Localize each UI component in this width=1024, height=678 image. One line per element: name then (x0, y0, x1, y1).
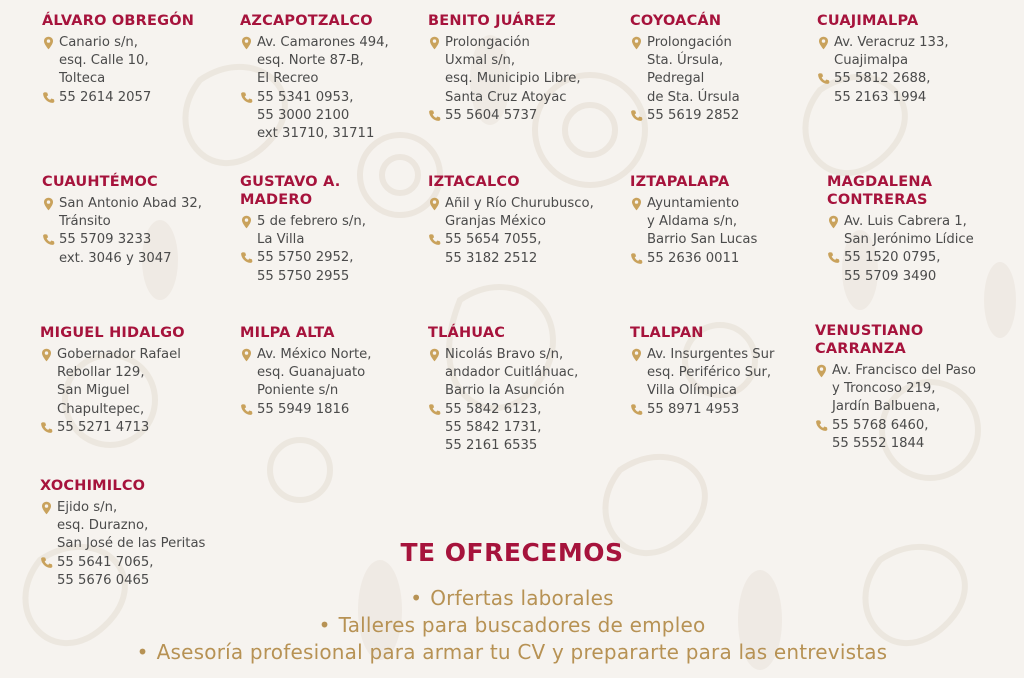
office-address (827, 213, 1007, 249)
office-card (40, 477, 220, 590)
office-card (240, 173, 420, 286)
phone-line: 55 5641 7065, (57, 554, 154, 570)
phone-line: 55 5768 6460, (832, 417, 929, 433)
office-name: CUAJIMALPA (817, 13, 919, 29)
location-pin-icon (240, 36, 253, 50)
phone-icon (630, 403, 643, 417)
address-line: Santa Cruz Atoyac (445, 89, 567, 105)
phone-line: 55 2636 0011 (647, 250, 740, 266)
office-name: MIGUEL HIDALGO (40, 325, 185, 341)
address-line: esq. Municipio Libre, (445, 71, 581, 87)
office-name-line: MADERO (240, 192, 313, 208)
address-line: Ayuntamiento (647, 196, 740, 211)
office-address (630, 34, 810, 107)
address-line: Uxmal s/n, (445, 53, 516, 69)
phone-icon (240, 251, 253, 265)
office-phone (428, 401, 608, 456)
address-line: Prolongación (445, 35, 530, 50)
location-pin-icon (815, 364, 828, 378)
address-line: Rebollar 129, (57, 365, 145, 381)
office-name: IZTAPALAPA (630, 174, 730, 190)
offer-item-label: Talleres para buscadores de empleo (338, 613, 706, 637)
phone-line: 55 3182 2512 (445, 250, 538, 266)
address-line: Prolongación (647, 35, 732, 50)
office-name-line: GUSTAVO A. (240, 174, 341, 190)
phone-line: 55 5949 1816 (257, 401, 350, 417)
office-address (40, 346, 220, 419)
phone-line: 55 5604 5737 (445, 107, 538, 123)
address-line: esq. Durazno, (57, 518, 149, 534)
office-name (240, 173, 420, 209)
office-phone (240, 249, 420, 285)
bullet-icon: • (318, 613, 331, 637)
offer-item-label: Orfertas laborales (430, 586, 614, 610)
office-address (42, 34, 222, 89)
office-name: TLÁHUAC (428, 325, 506, 341)
location-pin-icon (428, 36, 441, 50)
address-line: Sta. Úrsula, (647, 53, 724, 69)
office-phone (428, 231, 608, 267)
office-address (240, 34, 420, 89)
office-card (827, 173, 1007, 286)
phone-icon (827, 251, 840, 265)
phone-icon (815, 419, 828, 433)
office-phone (240, 401, 420, 419)
address-line: esq. Guanajuato (257, 365, 366, 381)
phone-line: 55 5619 2852 (647, 107, 740, 123)
address-line: Av. Insurgentes Sur (647, 347, 775, 362)
address-line: La Villa (257, 232, 305, 248)
phone-line: 55 8971 4953 (647, 401, 740, 417)
location-pin-icon (240, 348, 253, 362)
office-name: COYOACÁN (630, 13, 722, 29)
location-pin-icon (630, 348, 643, 362)
office-card (42, 12, 222, 107)
phone-line: 55 5341 0953, (257, 89, 354, 105)
address-line: Pedregal (647, 71, 705, 87)
office-name: IZTACALCO (428, 174, 520, 190)
address-line: Av. Luis Cabrera 1, (844, 214, 967, 229)
office-card (817, 12, 997, 107)
location-pin-icon (428, 348, 441, 362)
office-address (630, 346, 810, 401)
location-pin-icon (817, 36, 830, 50)
phone-line: ext. 3046 y 3047 (59, 250, 172, 266)
office-name: AZCAPOTZALCO (240, 13, 373, 29)
address-line: Av. Veracruz 133, (834, 35, 949, 50)
phone-line: 55 5709 3233 (59, 232, 152, 248)
office-address (630, 195, 810, 250)
phone-icon (240, 91, 253, 105)
phone-icon (428, 403, 441, 417)
office-phone (827, 249, 1007, 285)
office-name (827, 173, 1007, 209)
bullet-icon: • (136, 640, 149, 664)
address-line: Gobernador Rafael (57, 347, 181, 362)
address-line: esq. Calle 10, (59, 53, 149, 69)
office-card (630, 324, 810, 419)
phone-line: 55 5676 0465 (57, 572, 150, 588)
office-card (42, 173, 222, 268)
phone-icon (40, 421, 53, 435)
office-phone (40, 419, 220, 437)
location-pin-icon (42, 197, 55, 211)
office-name: TLALPAN (630, 325, 704, 341)
office-name: ÁLVARO OBREGÓN (42, 13, 195, 29)
address-line: Barrio San Lucas (647, 232, 758, 248)
phone-line: 55 5552 1844 (832, 435, 925, 451)
bullet-icon: • (410, 586, 423, 610)
phone-icon (42, 91, 55, 105)
address-line: 5 de febrero s/n, (257, 214, 366, 229)
address-line: San José de las Peritas (57, 536, 206, 552)
address-line: Av. Francisco del Paso (832, 363, 976, 378)
office-address (428, 346, 608, 401)
location-pin-icon (240, 215, 253, 229)
address-line: Av. México Norte, (257, 347, 372, 362)
phone-icon (42, 233, 55, 247)
office-name: CUAUHTÉMOC (42, 174, 158, 190)
address-line: Añil y Río Churubusco, (445, 196, 594, 211)
office-name: MILPA ALTA (240, 325, 335, 341)
office-address (42, 195, 222, 231)
office-phone (630, 401, 810, 419)
office-name-line: MAGDALENA (827, 174, 933, 190)
phone-icon (240, 403, 253, 417)
office-phone (817, 70, 997, 106)
address-line: Ejido s/n, (57, 500, 118, 515)
offer-item-label: Asesoría profesional para armar tu CV y prepararte para las entrevistas (156, 640, 888, 664)
office-address (240, 213, 420, 249)
address-line: San Miguel (57, 383, 130, 399)
offer-title: TE OFRECEMOS (400, 538, 624, 567)
address-line: Cuajimalpa (834, 53, 909, 69)
phone-icon (428, 233, 441, 247)
location-pin-icon (40, 501, 53, 515)
office-phone (428, 107, 608, 125)
address-line: Granjas México (445, 214, 546, 230)
offer-item (0, 585, 1024, 612)
phone-line: 55 5750 2952, (257, 250, 354, 266)
office-name-line: CARRANZA (815, 341, 906, 357)
phone-line: 55 2614 2057 (59, 89, 152, 105)
address-line: Poniente s/n (257, 383, 339, 399)
office-card (240, 324, 420, 419)
phone-line: 55 5812 2688, (834, 71, 931, 87)
office-address (428, 195, 608, 231)
address-line: andador Cuitláhuac, (445, 365, 579, 381)
location-pin-icon (630, 36, 643, 50)
office-name-line: CONTRERAS (827, 192, 928, 208)
phone-line: 55 5709 3490 (844, 268, 937, 284)
address-line: San Jerónimo Lídice (844, 232, 974, 248)
office-address (817, 34, 997, 70)
address-line: Jardín Balbuena, (832, 399, 941, 415)
office-phone (42, 89, 222, 107)
phone-line: 55 3000 2100 (257, 107, 350, 123)
office-address (428, 34, 608, 107)
office-phone (630, 107, 810, 125)
phone-icon (630, 109, 643, 123)
office-card (815, 322, 995, 453)
address-line: Barrio la Asunción (445, 383, 565, 399)
office-card (40, 324, 220, 437)
location-pin-icon (40, 348, 53, 362)
address-line: esq. Norte 87-B, (257, 53, 364, 69)
offer-list (0, 585, 1024, 666)
office-address (240, 346, 420, 401)
address-line: El Recreo (257, 71, 319, 87)
address-line: Villa Olímpica (647, 383, 737, 399)
office-card (428, 324, 608, 455)
office-name: BENITO JUÁREZ (428, 13, 556, 29)
phone-line: 55 5271 4713 (57, 419, 150, 435)
office-card (630, 12, 810, 125)
office-card (428, 173, 608, 268)
phone-line: ext 31710, 31711 (257, 126, 375, 142)
location-pin-icon (630, 197, 643, 211)
offer-item (0, 639, 1024, 666)
phone-line: 55 2163 1994 (834, 89, 927, 105)
office-card (630, 173, 810, 268)
phone-line: 55 2161 6535 (445, 438, 538, 454)
address-line: Nicolás Bravo s/n, (445, 347, 564, 362)
location-pin-icon (42, 36, 55, 50)
office-phone (42, 231, 222, 267)
office-name (815, 322, 995, 358)
address-line: Tolteca (59, 71, 106, 87)
offer-item (0, 612, 1024, 639)
phone-icon (630, 252, 643, 266)
address-line: de Sta. Úrsula (647, 89, 740, 105)
office-card (240, 12, 420, 143)
phone-icon (817, 72, 830, 86)
address-line: San Antonio Abad 32, (59, 196, 202, 211)
office-phone (630, 250, 810, 268)
location-pin-icon (827, 215, 840, 229)
phone-line: 55 5654 7055, (445, 232, 542, 248)
office-name-line: VENUSTIANO (815, 323, 924, 339)
phone-line: 55 1520 0795, (844, 250, 941, 266)
office-phone (815, 417, 995, 453)
address-line: Av. Camarones 494, (257, 35, 389, 50)
office-name: XOCHIMILCO (40, 478, 146, 494)
address-line: Canario s/n, (59, 35, 138, 50)
office-phone (240, 89, 420, 144)
address-line: Tránsito (59, 214, 111, 230)
phone-line: 55 5842 6123, (445, 401, 542, 417)
address-line: esq. Periférico Sur, (647, 365, 772, 381)
phone-icon (428, 109, 441, 123)
office-address (815, 362, 995, 417)
location-pin-icon (428, 197, 441, 211)
office-card (428, 12, 608, 125)
phone-line: 55 5842 1731, (445, 419, 542, 435)
address-line: Chapultepec, (57, 401, 145, 417)
phone-line: 55 5750 2955 (257, 268, 350, 284)
address-line: y Troncoso 219, (832, 381, 936, 397)
address-line: y Aldama s/n, (647, 214, 738, 230)
